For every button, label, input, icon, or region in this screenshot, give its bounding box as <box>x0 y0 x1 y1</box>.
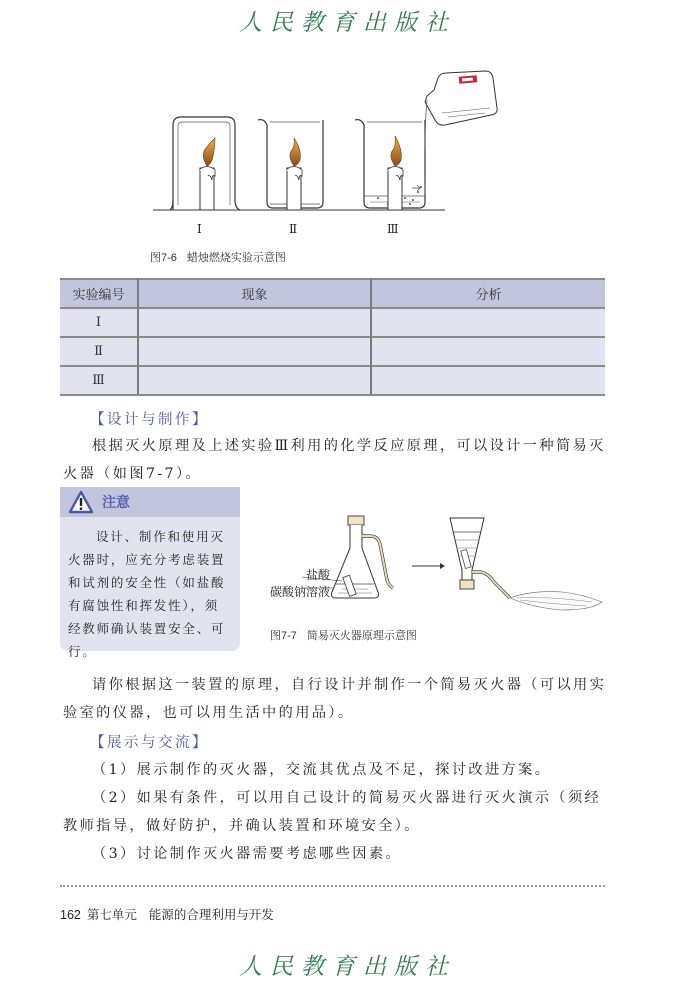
header-phenomenon: 现象 <box>138 279 371 308</box>
warning-triangle-icon <box>68 490 94 514</box>
candle-beakers-illustration <box>140 70 540 245</box>
observation-table <box>60 278 605 396</box>
exchange-item-3: （3）讨论制作灭火器需要考虑哪些因素。 <box>92 846 403 862</box>
design-paragraph: 根据灭火原理及上述实验Ⅲ利用的化学反应原理，可以设计一种简易灭火器（如图7-7）。 <box>63 438 606 482</box>
exchange-item-2: （2）如果有条件，可以用自己设计的简易灭火器进行灭火演示（须经教师指导，做好防护，并确认装置和环境安全）。 <box>63 790 602 834</box>
beaker-label-1: Ⅰ <box>197 222 202 236</box>
figure-7-6-candle-experiment <box>140 70 540 245</box>
table-row <box>60 308 605 337</box>
analysis-cell[interactable] <box>371 337 605 366</box>
page-number: 162 <box>60 908 81 922</box>
caption-number: 图7-6 <box>150 252 177 264</box>
publisher-logo-bottom: 人民教育出版社 <box>239 954 456 980</box>
phenomenon-cell[interactable] <box>138 308 371 337</box>
page-footer <box>60 905 274 923</box>
analysis-cell[interactable] <box>371 308 605 337</box>
note-title: 注意 <box>102 495 130 511</box>
unit-title: 能源的合理利用与开发 <box>148 908 274 922</box>
phenomenon-cell[interactable] <box>138 337 371 366</box>
row-id: Ⅰ <box>60 308 138 337</box>
phenomenon-cell[interactable] <box>138 366 371 395</box>
beaker-label-2: Ⅱ <box>289 222 298 236</box>
caption-number: 图7-7 <box>270 630 297 642</box>
header-experiment-number: 实验编号 <box>60 279 138 308</box>
row-id: Ⅲ <box>60 366 138 395</box>
header-analysis: 分析 <box>371 279 605 308</box>
task-paragraph: 请你根据这一装置的原理，自行设计并制作一个简易灭火器（可以用实验室的仪器，也可以用生活中的用品）。 <box>63 677 607 721</box>
figure-7-7-caption <box>270 627 417 643</box>
note-body: 设计、制作和使用灭火器时，应充分考虑装置和试剂的安全性（如盐酸有腐蚀性和挥发性），须经教师确认装置安全、可行。 <box>68 529 226 659</box>
label-sodium-carbonate-solution: 碳酸钠溶液 <box>270 585 331 599</box>
table-header-row <box>60 279 605 308</box>
note-header <box>60 487 240 517</box>
caution-note-box <box>60 487 240 659</box>
exchange-item-1: （1）展示制作的灭火器，交流其优点及不足，探讨改进方案。 <box>92 762 552 778</box>
table-row <box>60 337 605 366</box>
row-id: Ⅱ <box>60 337 138 366</box>
publisher-logo-top: 人民教育出版社 <box>239 10 456 36</box>
caption-text: 简易灭火器原理示意图 <box>306 630 417 642</box>
footer-divider <box>60 885 605 887</box>
label-hydrochloric-acid: 盐酸 <box>306 568 331 582</box>
figure-7-6-caption <box>150 249 286 265</box>
beaker-label-3: Ⅲ <box>387 222 399 236</box>
table-row <box>60 366 605 395</box>
design-section-heading: 【设计与制作】 <box>90 412 209 428</box>
exchange-section-heading: 【展示与交流】 <box>90 735 209 751</box>
analysis-cell[interactable] <box>371 366 605 395</box>
unit-label: 第七单元 <box>86 908 137 922</box>
pouring-bottle-icon <box>425 71 497 195</box>
caption-text: 蜡烛燃烧实验示意图 <box>186 252 286 264</box>
